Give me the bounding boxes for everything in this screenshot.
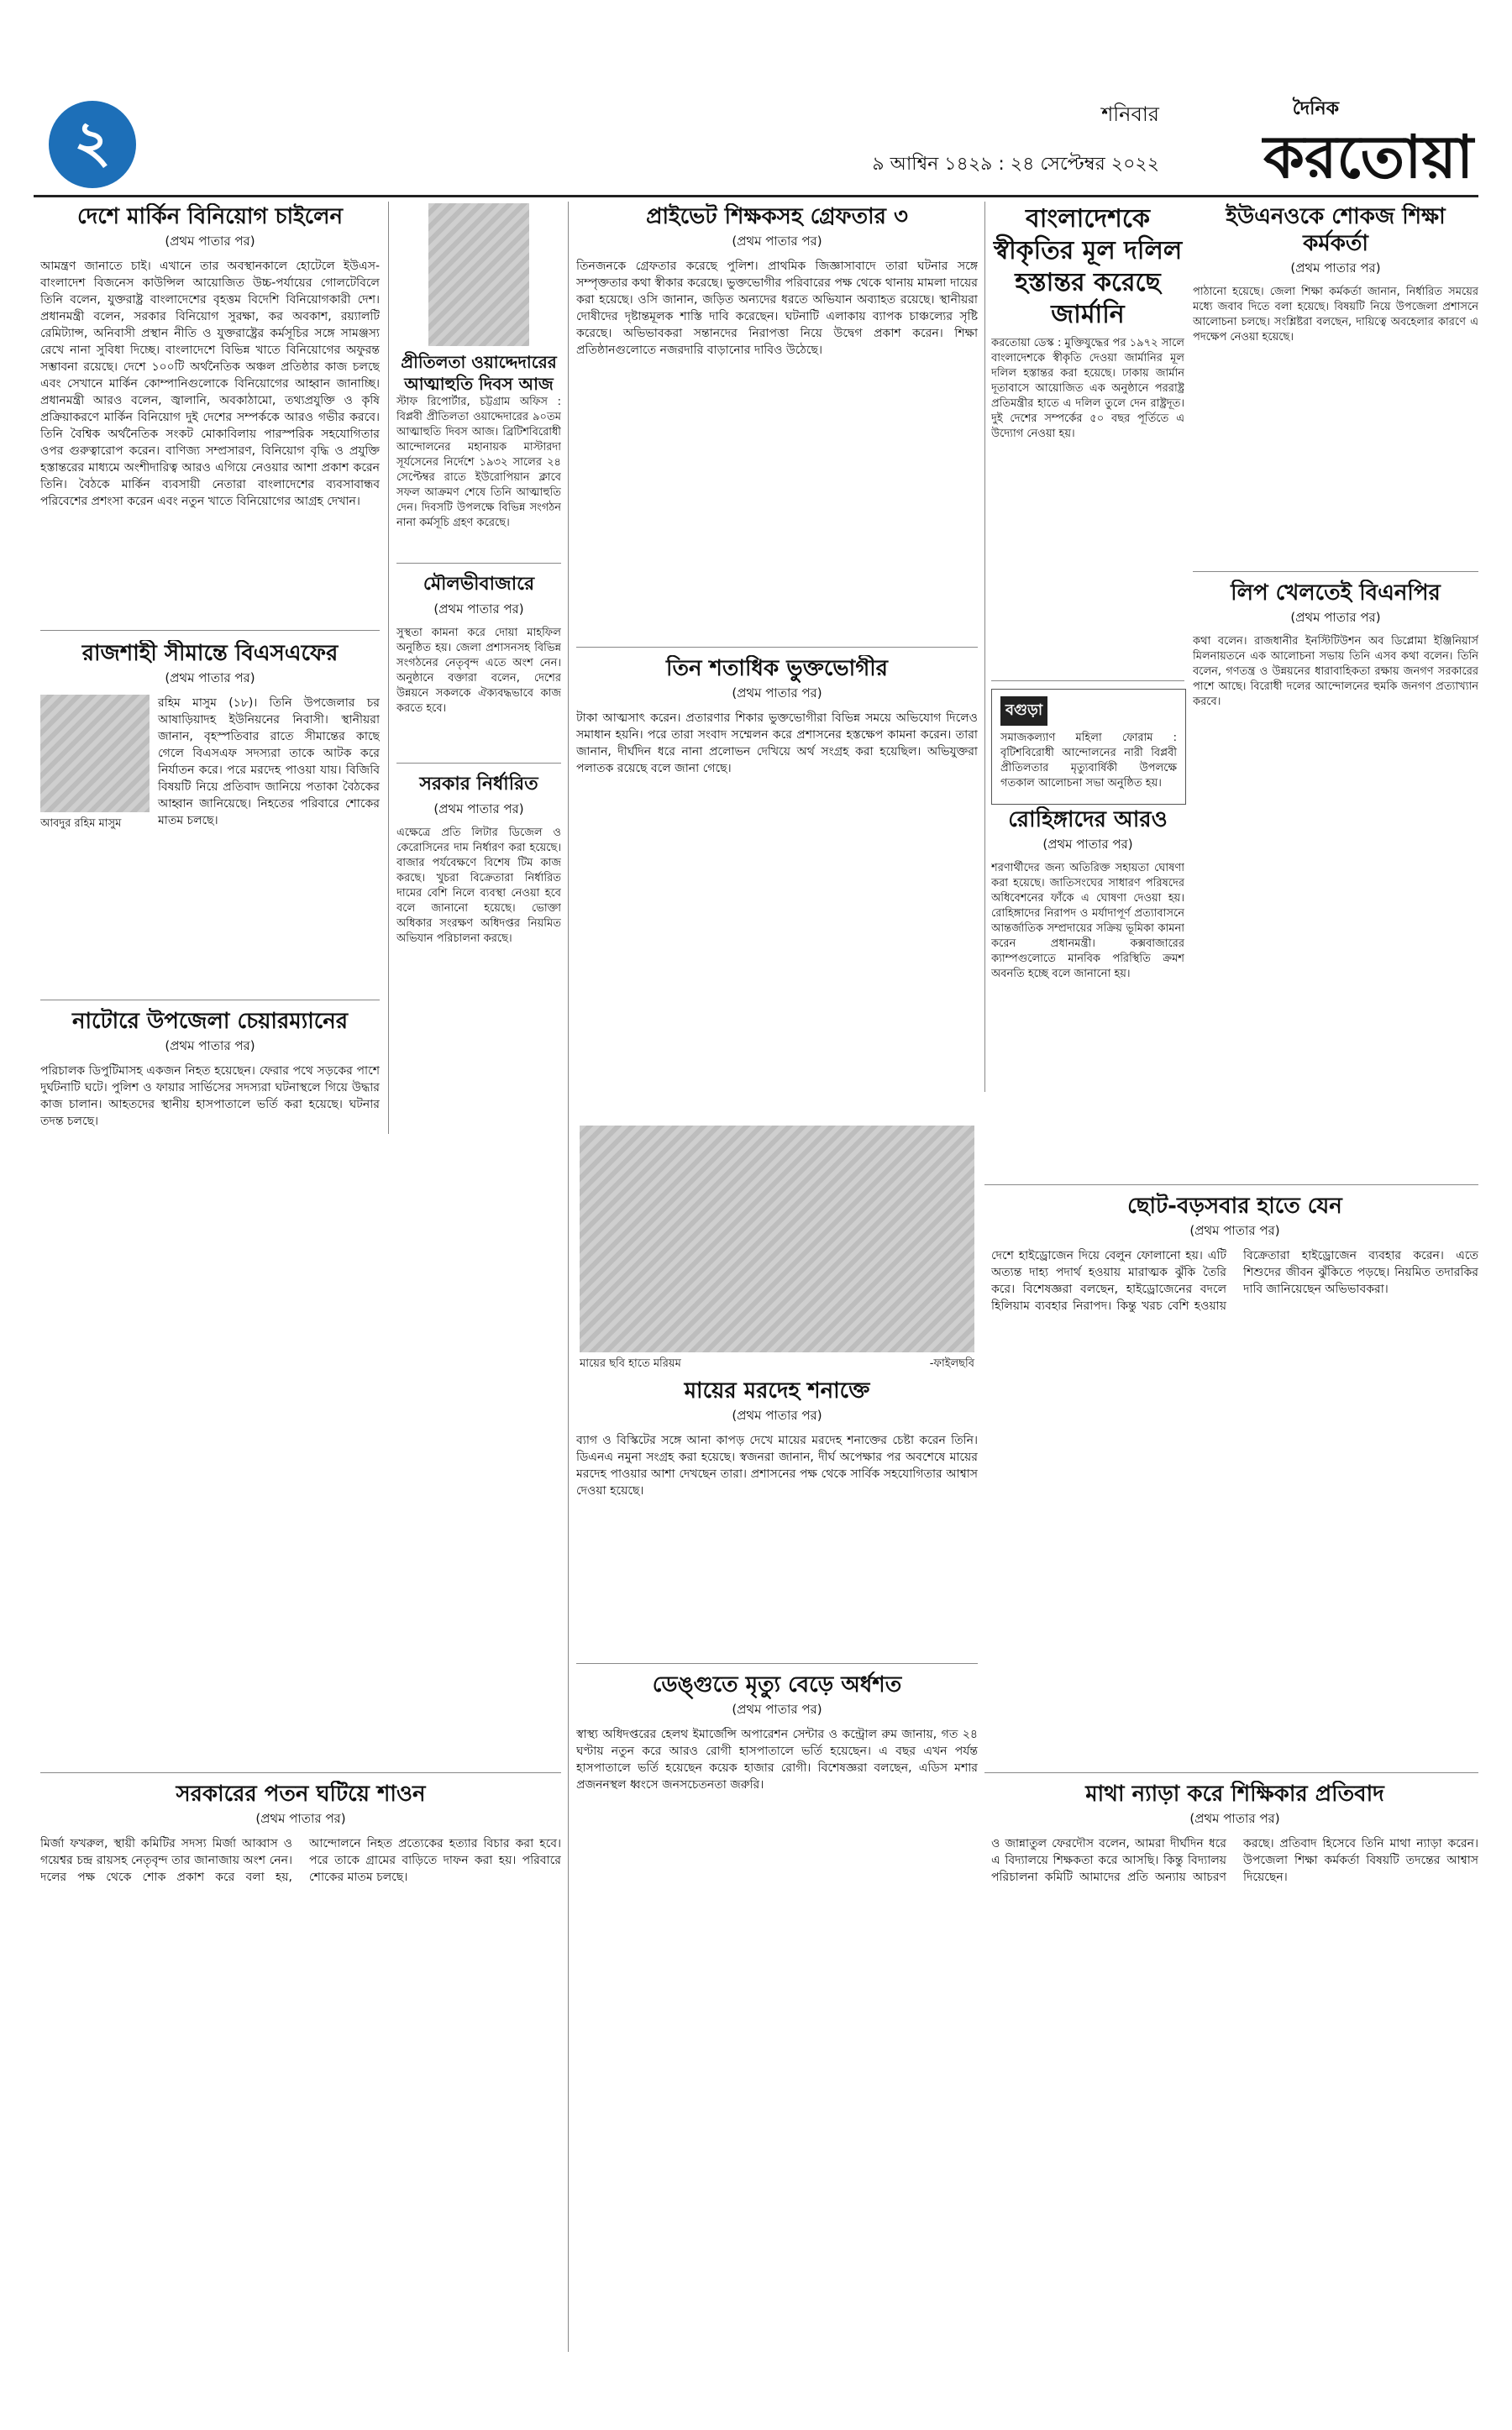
- continued-note: (প্রথম পাতার পর): [732, 1702, 822, 1717]
- article-us-investment: [40, 203, 380, 623]
- photo-credit: -ফাইলছবি: [929, 1357, 974, 1370]
- mother-photo-block: [580, 1126, 974, 1373]
- article-body: রহিম মাসুম (১৮)। তিনি উপজেলার চর আষাড়িয়াদহ ইউনিয়নের নিবাসী। স্থানীয়রা জানান, বৃহস্পতিবার রাতে সীমান্তের কাছে গেলে বিএসএফ সদস্যরা তাকে আটক করে নির্যাতন করে। পরে মরদেহ পাওয়া যায়। বিজিবি বিষয়টি নিয়ে প্রতিবাদ জানিয়ে পতাকা বৈঠকের আহ্বান জানিয়েছে। নিহতের পরিবারে শোকের মাতম চলছে।: [158, 696, 380, 827]
- headline: সরকার নির্ধারিত: [419, 774, 538, 795]
- continued-note: (প্রথম পাতার পর): [732, 1408, 822, 1423]
- divider: [40, 630, 380, 631]
- continued-note: (প্রথম পাতার পর): [255, 1811, 346, 1826]
- continued-note: (প্রথম পাতার পর): [1290, 610, 1381, 625]
- continued-note: (প্রথম পাতার পর): [1290, 260, 1381, 276]
- masthead-title: করতোয়া: [1263, 122, 1473, 192]
- mother-photo: [580, 1126, 974, 1352]
- continued-note: (প্রথম পাতার পর): [433, 601, 524, 617]
- pritilata-portrait: [428, 203, 529, 346]
- bagura-label: বগুড়া: [1000, 696, 1047, 726]
- photo-caption: আবদুর রহিম মাসুম: [40, 817, 122, 830]
- continued-note: (প্রথম পাতার পর): [165, 234, 255, 249]
- header-date: ৯ আশ্বিন ১৪২৯ : ২৪ সেপ্টেম্বর ২০২২: [872, 154, 1159, 175]
- divider: [396, 763, 561, 764]
- article-body: দেশে হাইড্রোজেন দিয়ে বেলুন ফোলানো হয়। এটি অত্যন্ত দাহ্য পদার্থ হওয়ায় মারাত্মক ঝুঁকি তৈরি করে। বিশেষজ্ঞরা বলছেন, হাইড্রোজেনের বদলে হিলিয়াম ব্যবহার নিরাপদ। কিন্তু খরচ বেশি হওয়ায় বিক্রেতারা হাইড্রোজেন ব্যবহার করেন। এতে শিশুদের জীবন ঝুঁকিতে পড়ছে। নিয়মিত তদারকির দাবি জানিয়েছেন অভিভাবকরা।: [991, 1249, 1478, 1313]
- divider: [40, 1772, 561, 1773]
- photo-caption: মায়ের ছবি হাতে মরিয়ম: [580, 1357, 681, 1370]
- bagura-box: [991, 689, 1186, 805]
- headline: রোহিঙ্গাদের আরও: [1008, 807, 1168, 832]
- divider: [984, 1772, 1478, 1773]
- header-day: শনিবার: [1101, 102, 1159, 126]
- article-bnp-lip: [1193, 580, 1478, 1016]
- headline: ইউএনওকে শোকজ শিক্ষা কর্মকর্তা: [1226, 204, 1446, 256]
- column-divider: [568, 202, 569, 2352]
- article-body: স্টাফ রিপোর্টার, চট্টগ্রাম অফিস : বিপ্লবী প্রীতিলতা ওয়াদ্দেদারের ৯০তম আত্মাহুতি দিবস আজ। ব্রিটিশবিরোধী আন্দোলনের মহানায়ক মাস্টারদা সূর্যসেনের নির্দেশে ১৯৩২ সালের ২৪ সেপ্টেম্বর রাতে ইউরোপিয়ান ক্লাবে সফল আক্রমণ শেষে তিনি আত্মাহুতি দেন। দিবসটি উপলক্ষে বিভিন্ন সংগঠন নানা কর্মসূচি গ্রহণ করেছে।: [396, 396, 561, 529]
- article-headmistress: [991, 1781, 1478, 2352]
- article-body: সুস্থতা কামনা করে দোয়া মাহফিল অনুষ্ঠিত হয়। জেলা প্রশাসনসহ বিভিন্ন সংগঠনের নেতৃবৃন্দ এতে অংশ নেন। অনুষ্ঠানে বক্তারা বলেন, দেশের উন্নয়নে সকলকে ঐক্যবদ্ধভাবে কাজ করতে হবে।: [396, 627, 561, 715]
- bagura-text: সমাজকল্যাণ মহিলা ফোরাম : বৃটিশবিরোধী আন্দোলনের নারী বিপ্লবী প্রীতিলতার মৃত্যুবার্ষিকী উপলক্ষে গতকাল আলোচনা সভা অনুষ্ঠিত হয়।: [1000, 732, 1177, 790]
- headline: লিপ খেলতেই বিএনপির: [1231, 580, 1441, 606]
- article-body: টাকা আত্মসাৎ করেন। প্রতারণার শিকার ভুক্তভোগীরা বিভিন্ন সময়ে অভিযোগ দিলেও সমাধান হয়নি। পরে তারা সংবাদ সম্মেলন করে প্রশাসনের হস্তক্ষেপ কামনা করেন। তারা জানান, দীর্ঘদিন ধরে নানা প্রলোভন দেখিয়ে অর্থ সংগ্রহ করা হয়েছিল। অভিযুক্তরা পলাতক রয়েছে বলে জানা গেছে।: [576, 711, 978, 775]
- article-body: কথা বলেন। রাজধানীর ইনস্টিটিউশন অব ডিপ্লোমা ইঞ্জিনিয়ার্স মিলনায়তনে এক আলোচনা সভায় তিনি এসব কথা বলেন। তিনি বলেন, গণতন্ত্র ও উন্নয়নের ধারাবাহিকতা রক্ষায় জনগণ সরকারের পাশে আছে। বিরোধী দলের আন্দোলনের হুমকি জনগণ প্রত্যাখ্যান করবে।: [1193, 635, 1478, 708]
- article-body: তিনজনকে গ্রেফতার করেছে পুলিশ। প্রাথমিক জিজ্ঞাসাবাদে তারা ঘটনার সঙ্গে সম্পৃক্ততার কথা স্বীকার করেছে। ভুক্তভোগীর পরিবারের পক্ষ থেকে থানায় মামলা দায়ের করা হয়েছে। ওসি জানান, জড়িত অন্যদের ধরতে অভিযান অব্যাহত রয়েছে। স্থানীয়রা দোষীদের দৃষ্টান্তমূলক শাস্তি দাবি করেছেন। ঘটনাটি এলাকায় ব্যাপক চাঞ্চল্যের সৃষ্টি করেছে। অভিভাবকরা সন্তানদের নিরাপত্তা নিয়ে উদ্বেগ প্রকাশ করেন। শিক্ষা প্রতিষ্ঠানগুলোতে নজরদারি বাড়ানোর দাবিও উঠেছে।: [576, 260, 978, 357]
- article-govt-fall: [40, 1781, 561, 2352]
- masthead-small: দৈনিক: [1292, 98, 1339, 119]
- headline: প্রীতিলতা ওয়াদ্দেদারের আত্মাহুতি দিবস আজ: [401, 352, 557, 394]
- headline: তিন শতাধিক ভুক্তভোগীর: [666, 656, 888, 681]
- masthead: [1179, 94, 1473, 192]
- article-big-small: [991, 1193, 1478, 1630]
- article-natore: [40, 1008, 380, 1294]
- article-body: পাঠানো হয়েছে। জেলা শিক্ষা কর্মকর্তা জানান, নির্ধারিত সময়ের মধ্যে জবাব দিতে বলা হয়েছে। বিষয়টি নিয়ে উপজেলা প্রশাসনে আলোচনা চলছে। সংশ্লিষ্টরা বলছেন, দায়িত্বে অবহেলার কারণে এ পদক্ষেপ নেওয়া হয়েছে।: [1193, 286, 1478, 344]
- headline: প্রাইভেট শিক্ষকসহ গ্রেফতার ৩: [646, 204, 908, 229]
- continued-note: (প্রথম পাতার পর): [732, 234, 822, 249]
- continued-note: (প্রথম পাতার পর): [1042, 837, 1133, 852]
- article-three-hundred: [576, 655, 978, 1016]
- headline: নাটোরে উপজেলা চেয়ারম্যানের: [71, 1009, 349, 1034]
- continued-note: (প্রথম পাতার পর): [732, 685, 822, 701]
- article-germany: [991, 203, 1184, 674]
- divider: [991, 680, 1184, 681]
- headline: মৌলভীবাজারে: [423, 574, 535, 595]
- article-body: করতোয়া ডেস্ক : মুক্তিযুদ্ধের পর ১৯৭২ সালে বাংলাদেশকে স্বীকৃতি দেওয়া জার্মানির মূল দলিল হস্তান্তর করা হয়েছে। ঢাকায় জার্মান দূতাবাসে আয়োজিত এক অনুষ্ঠানে পররাষ্ট্র প্রতিমন্ত্রীর হাতে এ দলিল তুলে দেন রাষ্ট্রদূত। দুই দেশের সম্পর্কের ৫০ বছর পূর্তিতে এ উদ্যোগ নেওয়া হয়।: [991, 337, 1184, 440]
- article-rajshahi-bsf: [40, 640, 380, 993]
- header-rule: [34, 195, 1478, 197]
- article-private-teacher: [576, 203, 978, 640]
- article-dengue: [576, 1672, 978, 2075]
- continued-note: (প্রথম পাতার পর): [1189, 1223, 1280, 1238]
- headline: ডেঙ্গুতে মৃত্যু বেড়ে অর্ধশত: [652, 1672, 902, 1698]
- article-rohingya: [991, 806, 1184, 1176]
- headline: বাংলাদেশকে স্বীকৃতির মূল দলিল হস্তান্তর করেছে জার্মানি: [993, 204, 1183, 329]
- page-number-badge: ২: [49, 101, 136, 188]
- article-pritilata: [396, 203, 561, 556]
- continued-note: (প্রথম পাতার পর): [1189, 1811, 1280, 1826]
- article-body: স্বাস্থ্য অধিদপ্তরের হেলথ ইমার্জেন্সি অপারেশন সেন্টার ও কন্ট্রোল রুম জানায়, গত ২৪ ঘণ্টায় নতুন করে আরও রোগী হাসপাতালে ভর্তি হয়েছেন। এ বছর এখন পর্যন্ত হাসপাতালে ভর্তি হয়েছেন কয়েক হাজার রোগী। বিশেষজ্ঞরা বলছেন, এডিস মশার প্রজননস্থল ধ্বংসে জনসচেতনতা জরুরি।: [576, 1728, 978, 1792]
- headline: দেশে মার্কিন বিনিয়োগ চাইলেন: [77, 204, 343, 229]
- article-shokoj: [1193, 203, 1478, 564]
- headline: রাজশাহী সীমান্তে বিএসএফের: [81, 641, 339, 666]
- article-body: ও জান্নাতুল ফেরদৌস বলেন, আমরা দীর্ঘদিন ধরে এ বিদ্যালয়ে শিক্ষকতা করে আসছি। কিন্তু বিদ্যালয় পরিচালনা কমিটি আমাদের প্রতি অন্যায় আচরণ করছে। প্রতিবাদ হিসেবে তিনি মাথা ন্যাড়া করেন। উপজেলা শিক্ষা কর্মকর্তা বিষয়টি তদন্তের আশ্বাস দিয়েছেন।: [991, 1837, 1478, 1884]
- article-body: ব্যাগ ও বিস্কিটের সঙ্গে আনা কাপড় দেখে মায়ের মরদেহ শনাক্তের চেষ্টা করেন তিনি। ডিএনএ নমুনা সংগ্রহ করা হয়েছে। স্বজনরা জানান, দীর্ঘ অপেক্ষার পর অবশেষে মায়ের মরদেহ পাওয়ার আশা দেখছেন তারা। প্রশাসনের পক্ষ থেকে সার্বিক সহযোগিতার আশ্বাস দেওয়া হয়েছে।: [576, 1434, 978, 1498]
- portrait-photo: [40, 695, 150, 812]
- article-mother-body: [576, 1378, 978, 1655]
- divider: [576, 647, 978, 648]
- article-body: মির্জা ফখরুল, স্থায়ী কমিটির সদস্য মির্জা আব্বাস ও গয়েশ্বর চন্দ্র রায়সহ নেতৃবৃন্দ তার জানাজায় অংশ নেন। দলের পক্ষ থেকে শোক প্রকাশ করে বলা হয়, আন্দোলনে নিহত প্রত্যেকের হত্যার বিচার করা হবে। পরে তাকে গ্রামের বাড়িতে দাফন করা হয়। পরিবারে শোকের মাতম চলছে।: [40, 1837, 561, 1884]
- continued-note: (প্রথম পাতার পর): [433, 801, 524, 816]
- divider: [1193, 571, 1478, 572]
- article-body: এক্ষেত্রে প্রতি লিটার ডিজেল ও কেরোসিনের দাম নির্ধারণ করা হয়েছে। বাজার পর্যবেক্ষণে বিশেষ টিম কাজ করছে। খুচরা বিক্রেতারা নির্ধারিত দামের বেশি নিলে ব্যবস্থা নেওয়া হবে বলে জানানো হয়েছে। ভোক্তা অধিকার সংরক্ষণ অধিদপ্তর নিয়মিত অভিযান পরিচালনা করছে।: [396, 827, 561, 945]
- continued-note: (প্রথম পাতার পর): [165, 670, 255, 685]
- headline: মাথা ন্যাড়া করে শিক্ষিকার প্রতিবাদ: [1085, 1782, 1384, 1807]
- headline: সরকারের পতন ঘটিয়ে শাওন: [176, 1782, 426, 1807]
- headline: ছোট-বড়সবার হাতে যেন: [1127, 1194, 1342, 1219]
- divider: [396, 563, 561, 564]
- article-body: শরণার্থীদের জন্য অতিরিক্ত সহায়তা ঘোষণা করা হয়েছে। জাতিসংঘের সাধারণ পরিষদের অধিবেশনের ফাঁকে এ ঘোষণা দেওয়া হয়। রোহিঙ্গাদের নিরাপদ ও মর্যাদাপূর্ণ প্রত্যাবাসনে আন্তর্জাতিক সম্প্রদায়ের সক্রিয় ভূমিকা কামনা করেন প্রধানমন্ত্রী। কক্সবাজারের ক্যাম্পগুলোতে মানবিক পরিস্থিতি ক্রমশ অবনতি হচ্ছে বলে জানানো হয়।: [991, 862, 1184, 980]
- article-body: পরিচালক ডিপুটিমাসহ একজন নিহত হয়েছেন। ফেরার পথে সড়কের পাশে দুর্ঘটনাটি ঘটে। পুলিশ ও ফায়ার সার্ভিসের সদস্যরা ঘটনাস্থলে গিয়ে উদ্ধার কাজ চালান। আহতদের স্থানীয় হাসপাতালে ভর্তি করা হয়েছে। ঘটনার তদন্ত চলছে।: [40, 1064, 380, 1128]
- article-moulvibazar: [396, 571, 561, 756]
- divider: [576, 1663, 978, 1664]
- article-gov-fixed: [396, 771, 561, 1057]
- column-divider: [984, 202, 985, 1092]
- divider: [984, 1184, 1478, 1185]
- headline: মায়ের মরদেহ শনাক্তে: [684, 1378, 870, 1404]
- article-body: আমন্ত্রণ জানাতে চাই। এখানে তার অবস্থানকালে হোটেলে ইউএস-বাংলাদেশ বিজনেস কাউন্সিল আয়োজিত উচ্চ-পর্যায়ের গোলটেবিলে তিনি বলেন, যুক্তরাষ্ট্র বাংলাদেশের বৃহত্তম বিদেশি বিনিয়োগকারী দেশ। প্রধানমন্ত্রী বলেন, সরকার বিনিয়োগ সুরক্ষা, কর অবকাশ, রয়্যালটি রেমিট্যান্স, অনিবাসী প্রস্থান নীতি ও যুক্তরাষ্ট্রের কর্মসূচির সঙ্গে সামঞ্জস্য রেখে নানা সুবিধা দিচ্ছে। বাংলাদেশে বিভিন্ন খাতে বিনিয়োগের অফুরন্ত সম্ভাবনা রয়েছে। দেশে ১০০টি অর্থনৈতিক অঞ্চল প্রতিষ্ঠার কাজ চলছে এবং সেখানে মার্কিন কোম্পানিগুলোকে বিনিয়োগের আহ্বান জানাচ্ছি। প্রধানমন্ত্রী আরও বলেন, জ্বালানি, অবকাঠামো, তথ্যপ্রযুক্তি ও কৃষি প্রক্রিয়াকরণে মার্কিন বিনিয়োগ দুই দেশের সম্পর্ককে আরও গভীর করবে। তিনি বৈশ্বিক অর্থনৈতিক সংকট মোকাবিলায় পারস্পরিক সহযোগিতার ওপর গুরুত্বারোপ করেন। বাণিজ্য সম্প্রসারণ, বিনিয়োগ বৃদ্ধি ও প্রযুক্তি হস্তান্তরের মাধ্যমে অংশীদারিত্ব আরও এগিয়ে নেওয়ার আশা প্রকাশ করেন তিনি। বৈঠকে মার্কিন ব্যবসায়ী নেতারা বাংলাদেশের ব্যবসাবান্ধব পরিবেশের প্রশংসা করেন এবং নতুন খাতে বিনিয়োগের আগ্রহ দেখান।: [40, 260, 380, 508]
- continued-note: (প্রথম পাতার পর): [165, 1038, 255, 1053]
- column-divider: [388, 202, 389, 1134]
